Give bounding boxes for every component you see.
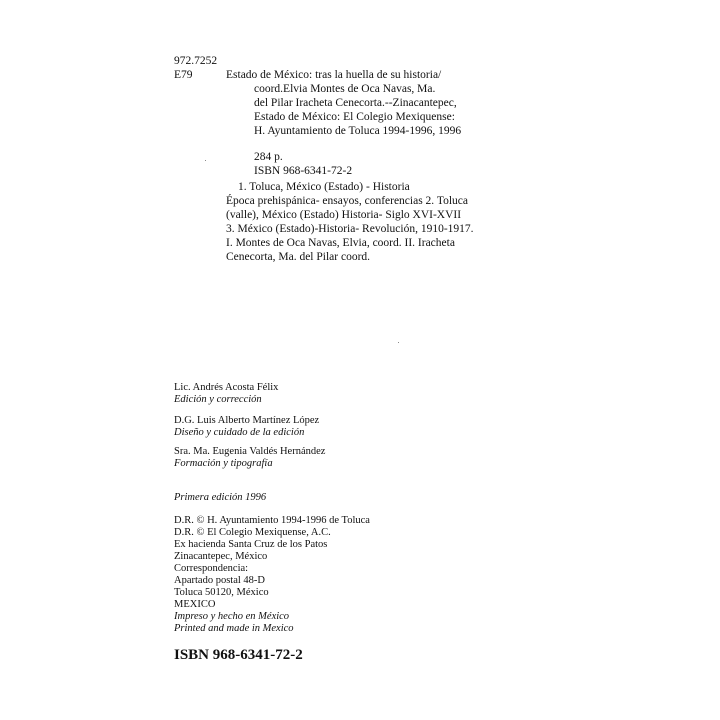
scan-speck <box>205 160 206 161</box>
catalog-entry-line: Estado de México: tras la huella de su historia/ <box>226 69 442 81</box>
catalog-subject-line: Época prehispánica- ensayos, conferencias 2. Toluca <box>226 195 468 207</box>
printed-line: Printed and made in Mexico <box>174 623 294 634</box>
rights-line: D.R. © H. Ayuntamiento 1994-1996 de Toluca <box>174 515 370 526</box>
credit-name: Sra. Ma. Eugenia Valdés Hernández <box>174 446 326 457</box>
isbn-footer: ISBN 968-6341-72-2 <box>174 647 303 663</box>
call-number-cutter: E79 <box>174 69 193 81</box>
catalog-entry-line: del Pilar Iracheta Cenecorta.--Zinacantepec, <box>254 97 457 109</box>
country-line: MEXICO <box>174 599 216 610</box>
address-line: Ex hacienda Santa Cruz de los Patos <box>174 539 328 550</box>
catalog-subject-line: 3. México (Estado)-Historia- Revolución, 1910-1917. <box>226 223 474 235</box>
catalog-pages: 284 p. <box>254 151 283 163</box>
credit-role: Formación y tipografía <box>174 458 273 469</box>
catalog-subject-line: (valle), México (Estado) Historia- Siglo XVI-XVII <box>226 209 462 221</box>
rights-line: D.R. © El Colegio Mexiquense, A.C. <box>174 527 331 538</box>
credit-name: Lic. Andrés Acosta Félix <box>174 382 279 393</box>
call-number-class: 972.7252 <box>174 55 218 67</box>
credit-name: D.G. Luis Alberto Martínez López <box>174 415 320 426</box>
printed-line: Impreso y hecho en México <box>174 611 290 622</box>
scan-speck <box>398 342 399 343</box>
catalog-subject-line: Cenecorta, Ma. del Pilar coord. <box>226 251 371 263</box>
edition-line: Primera edición 1996 <box>174 492 267 503</box>
catalog-entry-line: H. Ayuntamiento de Toluca 1994-1996, 1996 <box>254 125 462 137</box>
credit-role: Diseño y cuidado de la edición <box>174 427 305 438</box>
address-line: Apartado postal 48-D <box>174 575 265 586</box>
catalog-isbn: ISBN 968-6341-72-2 <box>254 165 353 177</box>
address-line: Correspondencia: <box>174 563 249 574</box>
catalog-entry-line: Estado de México: El Colegio Mexiquense: <box>254 111 455 123</box>
address-line: Toluca 50120, México <box>174 587 269 598</box>
catalog-subject-line: 1. Toluca, México (Estado) - Historia <box>238 181 410 193</box>
credit-role: Edición y corrección <box>174 394 262 405</box>
catalog-subject-line: I. Montes de Oca Navas, Elvia, coord. II. Iracheta <box>226 237 455 249</box>
address-line: Zinacantepec, México <box>174 551 268 562</box>
catalog-entry-line: coord.Elvia Montes de Oca Navas, Ma. <box>254 83 436 95</box>
